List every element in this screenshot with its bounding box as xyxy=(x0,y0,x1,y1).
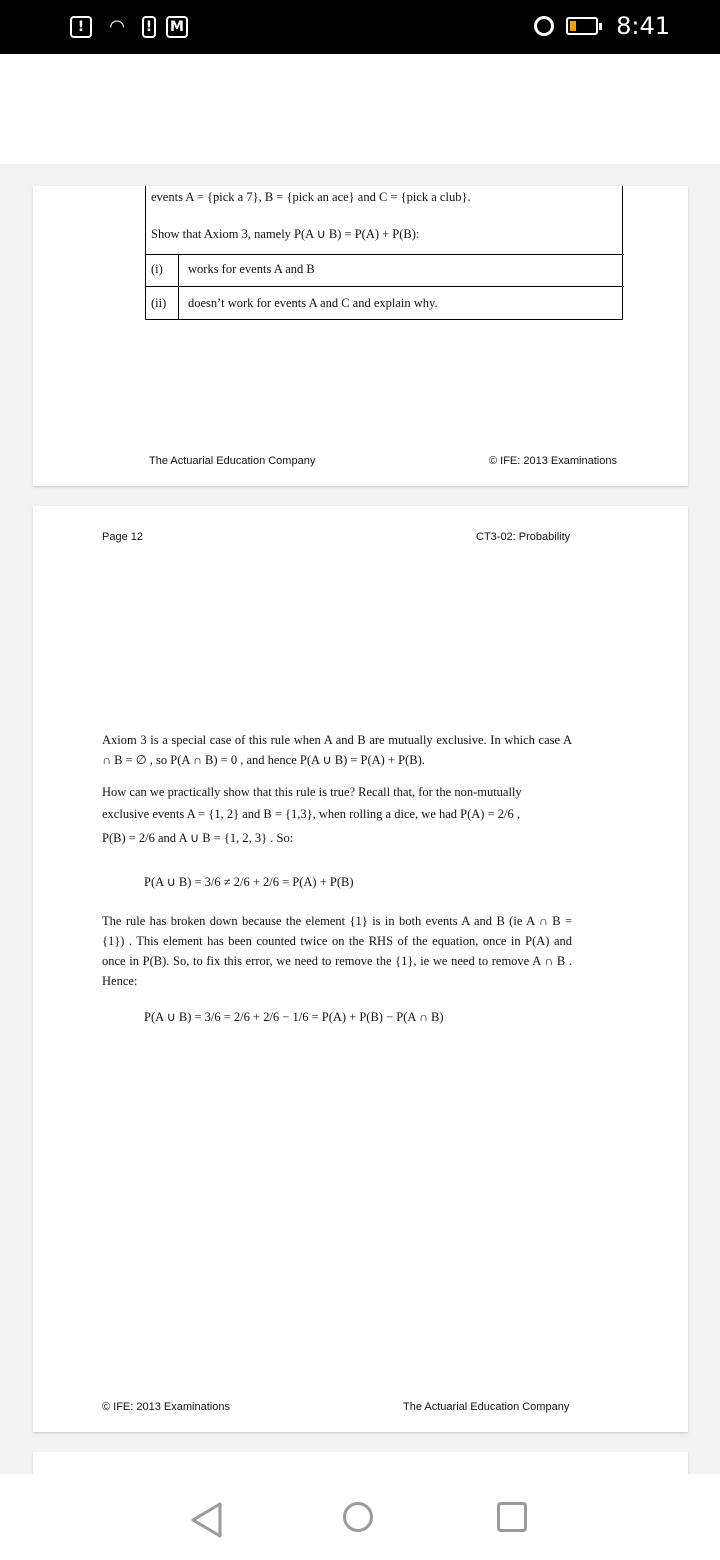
question-line: Show that Axiom 3, namely P(A ∪ B) = P(A) + P(B): xyxy=(151,227,420,241)
item-text: works for events A and B xyxy=(188,262,315,276)
battery-icon xyxy=(566,17,598,35)
item-number: (i) xyxy=(151,262,163,276)
clock: 8:41 xyxy=(616,12,670,40)
sim-alert-icon: ! xyxy=(142,16,156,38)
toolbar-area xyxy=(0,54,720,164)
column-line xyxy=(178,254,179,320)
paragraph xyxy=(102,782,572,848)
document-page xyxy=(33,506,688,1432)
item-number: (ii) xyxy=(151,296,167,310)
equation: P(A ∪ B) = 3/6 = 2/6 + 2/6 − 1/6 = P(A) + P(B) − P(A ∩ B) xyxy=(144,1010,444,1024)
system-icons xyxy=(534,12,670,40)
notification-icons xyxy=(70,16,188,38)
paragraph: Axiom 3 is a special case of this rule when A and B are mutually exclusive. In which case A ∩ B = ∅ , so P(A ∩ B) = 0 , and hence P(A ∪ B) = P(A) + P(B). xyxy=(102,733,572,767)
page-header-right: CT3-02: Probability xyxy=(476,531,571,543)
paragraph-line: exclusive events A = {1, 2} and B = {1,3}, when rolling a dice, we had P(A) = 2/6 , xyxy=(102,807,520,821)
paragraph-line: P(B) = 2/6 and A ∪ B = {1, 2, 3} . So: xyxy=(102,831,294,845)
page-footer-right: The Actuarial Education Company xyxy=(403,1401,570,1413)
document-page xyxy=(33,1452,688,1474)
wifi-icon: ◠ xyxy=(110,16,124,37)
page-footer-left: © IFE: 2013 Examinations xyxy=(102,1401,230,1413)
page-footer-left: The Actuarial Education Company xyxy=(149,455,316,467)
alarm-icon xyxy=(534,16,554,36)
navigation-bar xyxy=(0,1474,720,1560)
question-line: events A = {pick a 7}, B = {pick an ace} and C = {pick a club}. xyxy=(151,190,471,204)
document-viewer[interactable] xyxy=(0,54,720,1474)
item-text: doesn’t work for events A and C and explain why. xyxy=(188,296,438,310)
home-icon[interactable] xyxy=(343,1502,373,1532)
paragraph: The rule has broken down because the element {1} is in both events A and B (ie A ∩ B = {1}) . This element has been counted twice on the RHS of the equation, once in P(A) and once in P(B). So, to fix this error, we need to remove the {1}, ie we need to remove A ∩ B . Hence: xyxy=(102,914,572,988)
equation: P(A ∪ B) = 3/6 ≠ 2/6 + 2/6 = P(A) + P(B) xyxy=(144,875,354,889)
back-icon[interactable] xyxy=(190,1502,224,1538)
divider xyxy=(146,254,624,255)
mail-icon: M xyxy=(166,16,188,38)
page-header-left: Page 12 xyxy=(102,531,143,543)
status-bar xyxy=(0,0,720,54)
recent-apps-icon[interactable] xyxy=(497,1502,527,1532)
divider xyxy=(146,286,624,287)
alert-icon: ! xyxy=(70,16,92,38)
question-box xyxy=(145,186,623,320)
page-footer-right: © IFE: 2013 Examinations xyxy=(489,455,617,467)
paragraph-line: How can we practically show that this rule is true? Recall that, for the non-mutually xyxy=(102,785,522,799)
document-page xyxy=(33,186,688,486)
